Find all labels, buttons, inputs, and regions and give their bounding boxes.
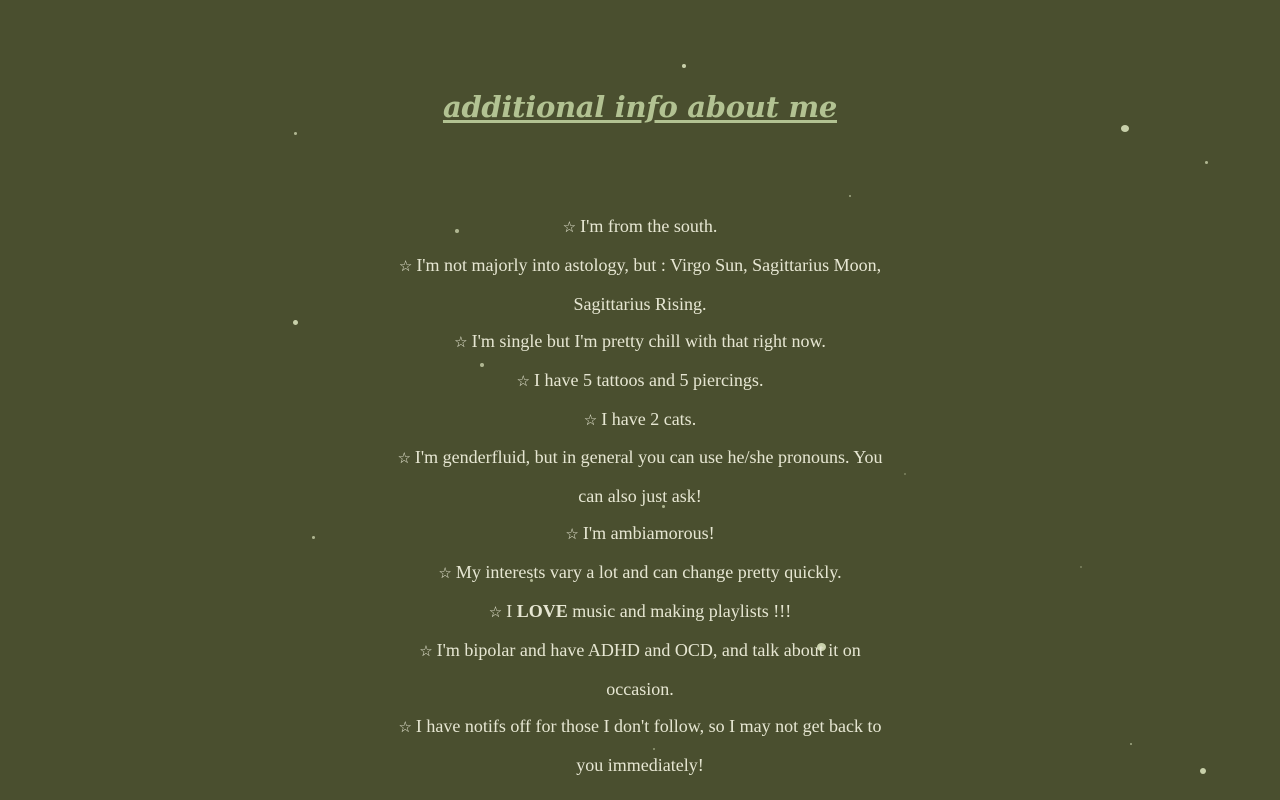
- facts-list: [390, 208, 890, 784]
- list-item: [390, 554, 890, 593]
- sparkle-dot: [1130, 743, 1132, 745]
- star-icon: ☆: [565, 527, 579, 544]
- sparkle-dot: [294, 132, 297, 135]
- star-icon: ☆: [398, 258, 413, 275]
- list-item: [390, 401, 890, 440]
- sparkle-dot: [293, 320, 298, 325]
- fact-text: I'm single but I'm pretty chill with that right now.: [471, 330, 826, 351]
- star-icon: ☆: [397, 451, 411, 468]
- fact-emphasis: LOVE: [516, 601, 568, 622]
- fact-text-prefix: I: [506, 601, 517, 622]
- list-item: [390, 439, 890, 515]
- sparkle-dot: [1200, 768, 1206, 774]
- fact-text: I have 2 cats.: [601, 408, 697, 429]
- sparkle-dot: [904, 473, 906, 475]
- star-icon: ☆: [438, 566, 452, 583]
- sparkle-dot: [682, 64, 686, 68]
- fact-text: I'm bipolar and have ADHD and OCD, and talk about it on occasion.: [436, 639, 861, 699]
- sparkle-dot: [849, 195, 851, 197]
- list-item: [390, 323, 890, 362]
- fact-text: I have notifs off for those I don't follow, so I may not get back to you immediately!: [415, 715, 882, 775]
- star-icon: ☆: [454, 334, 468, 351]
- list-item: [390, 362, 890, 401]
- sparkle-dot: [1080, 566, 1082, 568]
- fact-text-suffix: music and making playlists !!!: [567, 601, 792, 622]
- star-icon: ☆: [398, 719, 412, 736]
- star-icon: ☆: [583, 412, 598, 429]
- list-item: [390, 632, 890, 708]
- fact-text: My interests vary a lot and can change pretty quickly.: [455, 562, 842, 583]
- star-icon: ☆: [516, 373, 530, 390]
- fact-text: I'm from the south.: [580, 216, 718, 236]
- sparkle-dot: [1205, 161, 1208, 164]
- list-item: [390, 593, 890, 632]
- list-item: [390, 515, 890, 554]
- fact-text: I have 5 tattoos and 5 piercings.: [534, 369, 764, 390]
- page-title: additional info about me: [442, 90, 838, 124]
- fact-text: I'm not majorly into astology, but : Virgo Sun, Sagittarius Moon, Sagittarius Rising.: [416, 254, 882, 314]
- fact-text: I'm ambiamorous!: [582, 523, 715, 544]
- star-icon: ☆: [562, 220, 577, 236]
- list-item: [390, 708, 890, 784]
- list-item: [390, 247, 890, 323]
- sparkle-dot: [312, 536, 315, 539]
- fact-text: I'm genderfluid, but in general you can use he/she pronouns. You can also just ask!: [414, 447, 883, 507]
- star-icon: ☆: [488, 605, 503, 622]
- star-icon: ☆: [419, 643, 433, 660]
- list-item: [390, 208, 890, 247]
